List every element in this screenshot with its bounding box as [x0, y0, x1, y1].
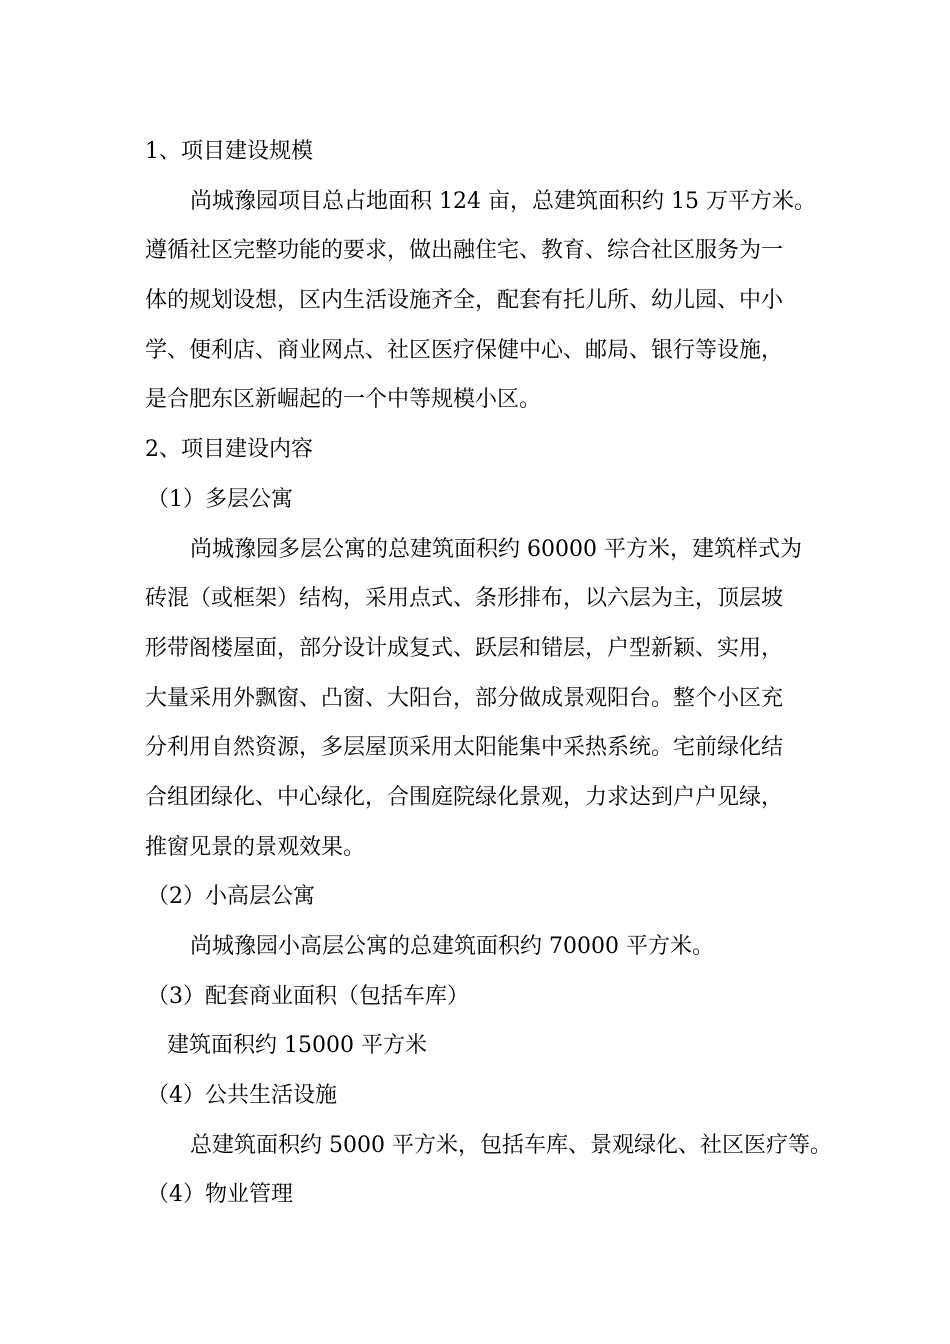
paragraph-line: 大量采用外飘窗、凸窗、大阳台，部分做成景观阳台。整个小区充: [145, 685, 784, 711]
paragraph-line: 推窗见景的景观效果。: [145, 834, 366, 860]
subsection-heading: （4）公共生活设施: [147, 1083, 337, 1109]
paragraph-line: 尚城豫园小高层公寓的总建筑面积约 70000 平方米。: [190, 934, 714, 959]
paragraph-line: 形带阁楼屋面，部分设计成复式、跃层和错层，户型新颖、实用，: [145, 635, 784, 661]
paragraph-line: 尚城豫园项目总占地面积 124 亩，总建筑面积约 15 万平方米。: [190, 188, 816, 214]
paragraph-line: 学、便利店、商业网点、社区医疗保健中心、邮局、银行等设施，: [145, 337, 784, 363]
paragraph-line: 建筑面积约 15000 平方米: [167, 1033, 427, 1059]
paragraph-line: 体的规划设想，区内生活设施齐全，配套有托儿所、幼儿园、中小: [145, 288, 784, 314]
subsection-heading: （3）配套商业面积（包括车库）: [147, 983, 469, 1009]
section-heading: 1、项目建设规模: [145, 139, 313, 164]
paragraph-line: 合组团绿化、中心绿化，合围庭院绿化景观，力求达到户户见绿，: [145, 784, 784, 810]
paragraph-line: 总建筑面积约 5000 平方米，包括车库、景观绿化、社区医疗等。: [190, 1132, 832, 1158]
paragraph-line: 是合肥东区新崛起的一个中等规模小区。: [145, 387, 542, 413]
subsection-heading: （2）小高层公寓: [147, 884, 315, 910]
paragraph-line: 尚城豫园多层公寓的总建筑面积约 60000 平方米，建筑样式为: [190, 536, 802, 562]
paragraph-line: 遵循社区完整功能的要求，做出融住宅、教育、综合社区服务为一: [145, 238, 784, 264]
section-heading: 2、项目建设内容: [145, 437, 313, 463]
subsection-heading: （1）多层公寓: [147, 486, 293, 512]
paragraph-line: 分利用自然资源，多层屋顶采用太阳能集中采热系统。宅前绿化结: [145, 735, 784, 761]
subsection-heading: （4）物业管理: [147, 1182, 293, 1208]
paragraph-line: 砖混（或框架）结构，采用点式、条形排布，以六层为主，顶层坡: [145, 586, 784, 612]
document-body: [145, 127, 832, 1220]
